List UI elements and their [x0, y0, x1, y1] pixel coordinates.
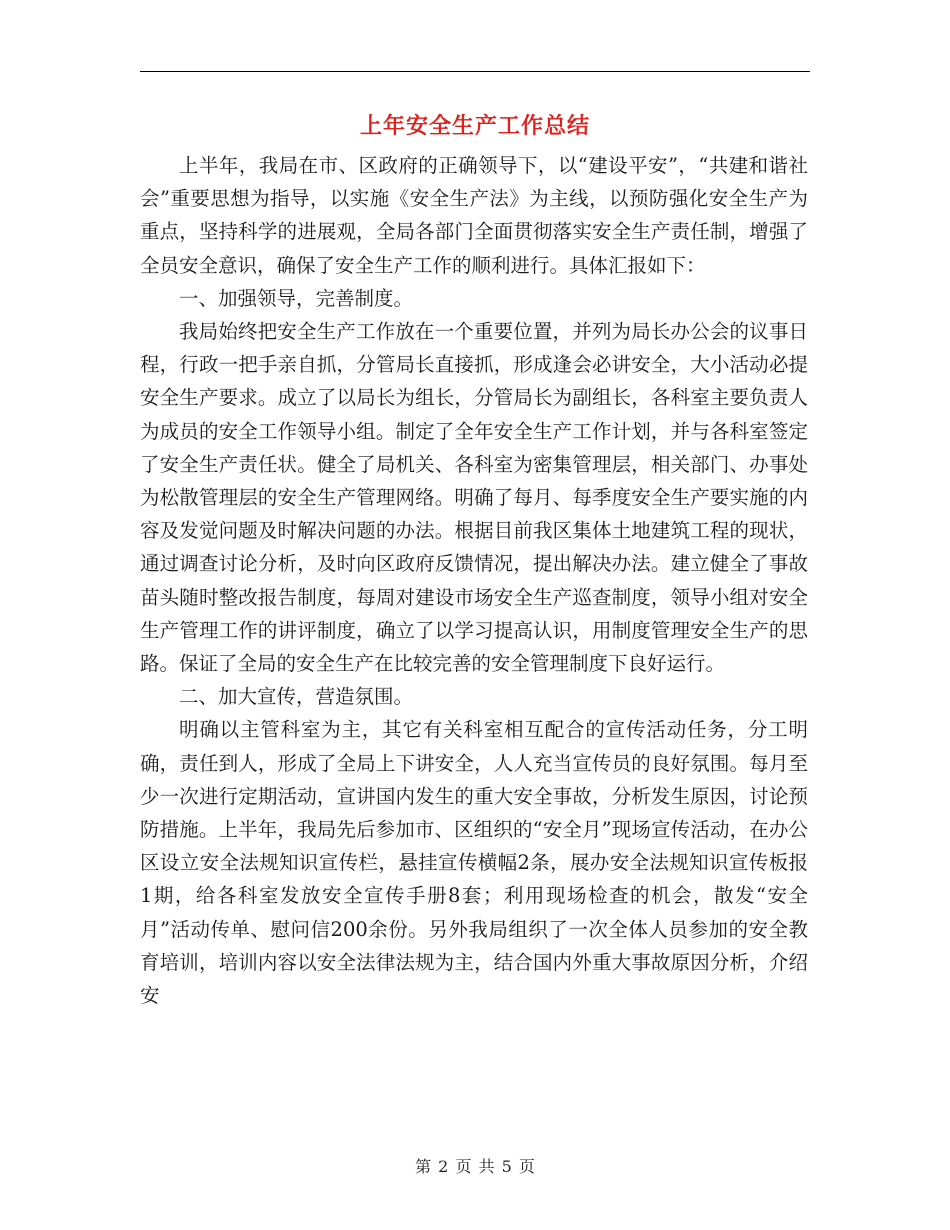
paragraph-intro: 上半年，我局在市、区政府的正确领导下，以“建设平安”，“共建和谐社会”重要思想为指导，以实施《安全生产法》为主线，以预防强化安全生产为重点，坚持科学的进展观，全局各部门全面贯彻落实安全生产责任制，增强了全员安全意识，确保了安全生产工作的顺利进行。具体汇报如下：: [140, 154, 808, 277]
section-heading-2: 二、加大宣传，营造氛围。: [179, 685, 414, 709]
page-number-footer: 第 2 页 共 5 页: [415, 1157, 535, 1176]
section-heading-1: 一、加强领导，完善制度。: [179, 286, 414, 310]
header-rule: [140, 71, 810, 72]
document-body: [140, 149, 808, 1012]
paragraph-section-1: 我局始终把安全生产工作放在一个重要位置，并列为局长办公会的议事日程，行政一把手亲自抓，分管局长直接抓，形成逢会必讲安全，大小活动必提安全生产要求。成立了以局长为组长，分管局长为副组长，各科室主要负责人为成员的安全工作领导小组。制定了全年安全生产工作计划，并与各科室签定了安全生产责任状。健全了局机关、各科室为密集管理层，相关部门、办事处为松散管理层的安全生产管理网络。明确了每月、每季度安全生产要实施的内容及发觉问题及时解决问题的办法。根据目前我区集体土地建筑工程的现状，通过调查讨论分析，及时向区政府反馈情况，提出解决办法。建立健全了事故苗头随时整改报告制度，每周对建设市场安全生产巡查制度，领导小组对安全生产管理工作的讲评制度，确立了以学习提高认识，用制度管理安全生产的思路。保证了全局的安全生产在比较完善的安全管理制度下良好运行。: [140, 320, 808, 676]
document-title: 上年安全生产工作总结: [359, 113, 590, 139]
paragraph-section-2: 明确以主管科室为主，其它有关科室相互配合的宣传活动任务，分工明确，责任到人，形成了全局上下讲安全，人人充当宣传员的良好氛围。每月至少一次进行定期活动，宣讲国内发生的重大安全事故，分析发生原因，讨论预防措施。上半年，我局先后参加市、区组织的“安全月”现场宣传活动，在办公区设立安全法规知识宣传栏，悬挂宣传横幅2条，展办安全法规知识宣传板报1期，给各科室发放安全宣传手册8套；利用现场检查的机会，散发“安全月”活动传单、慰问信200余份。另外我局组织了一次全体人员参加的安全教育培训，培训内容以安全法律法规为主，结合国内外重大事故原因分析，介绍安: [140, 718, 808, 1008]
